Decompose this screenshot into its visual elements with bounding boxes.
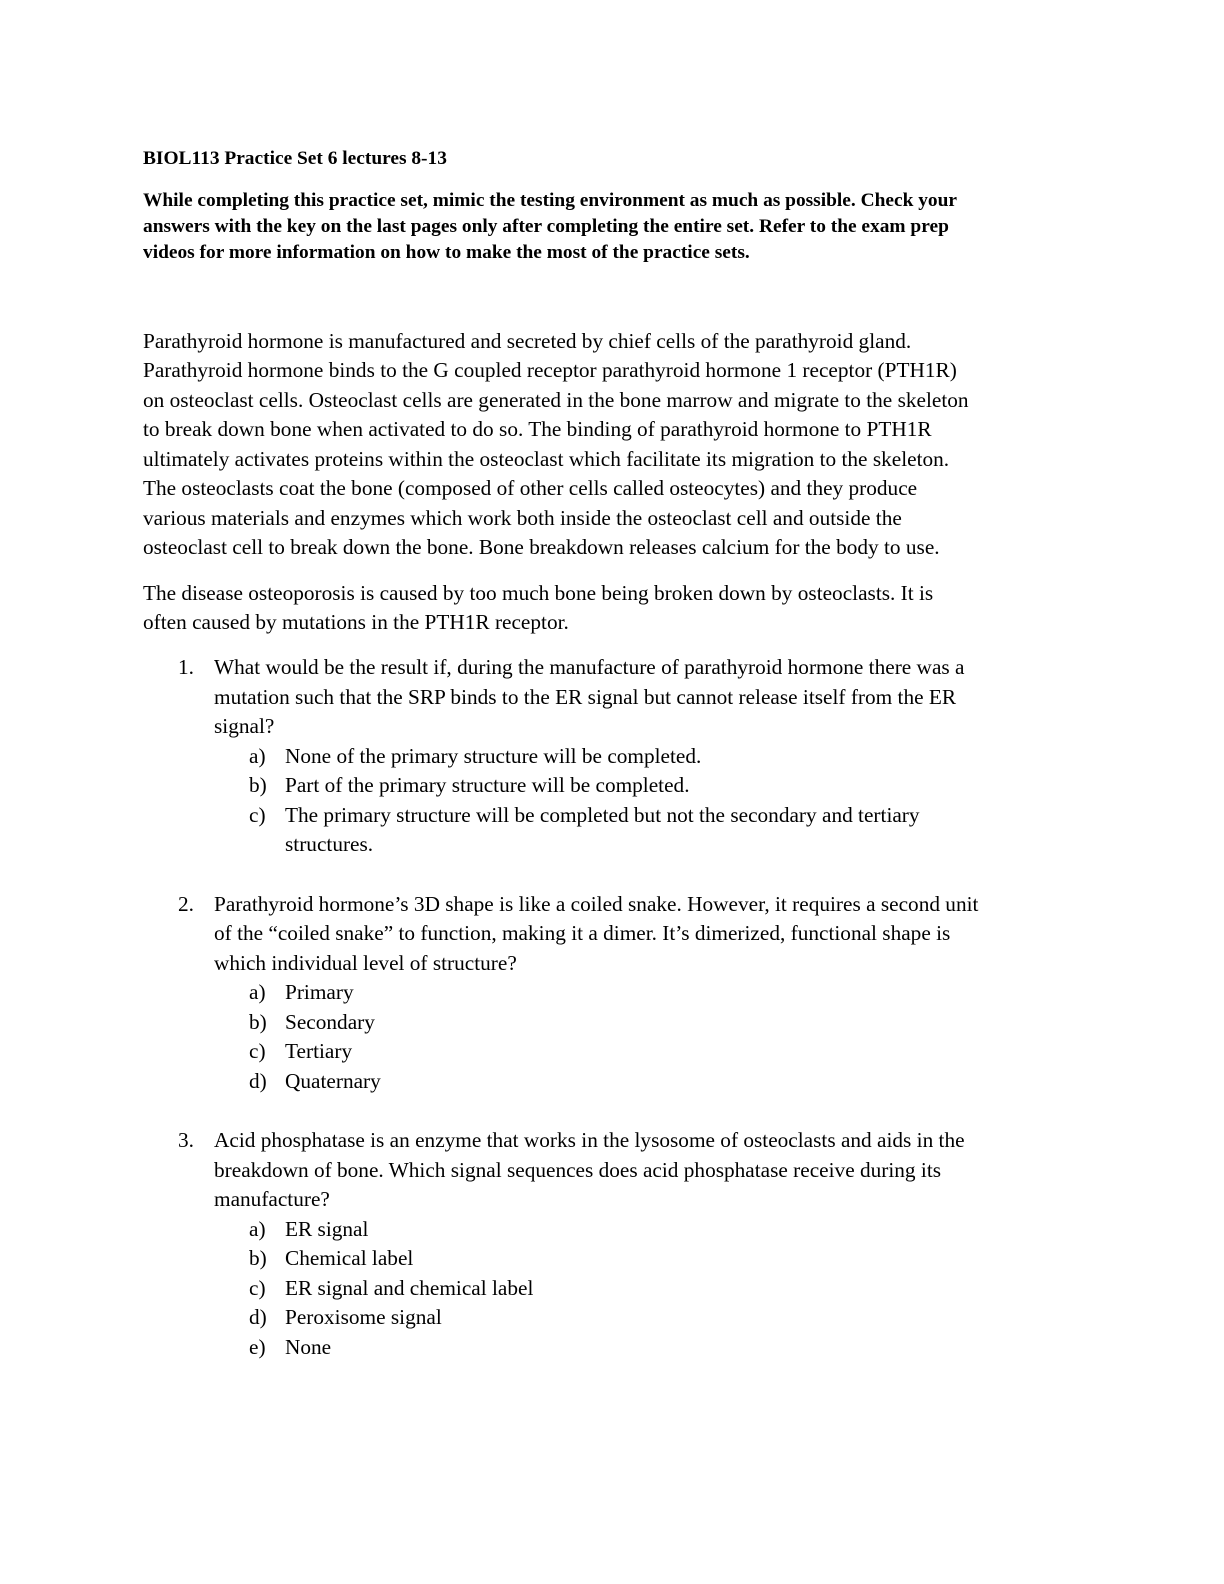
question-text-line: of the “coiled snake” to function, making it a dimer. It’s dimerized, functional shape is (214, 921, 951, 945)
paragraph1-line: to break down bone when activated to do so. The binding of parathyroid hormone to PTH1R (143, 417, 932, 441)
option-label: c) (249, 1039, 266, 1063)
paragraph1-line: osteoclast cell to break down the bone. Bone breakdown releases calcium for the body to use. (143, 535, 940, 559)
option-label: d) (249, 1069, 267, 1093)
option-text: None (285, 1335, 332, 1359)
option-label: b) (249, 1010, 267, 1034)
paragraph1-line: The osteoclasts coat the bone (composed of other cells called osteocytes) and they produce (143, 476, 918, 500)
option-text: Peroxisome signal (285, 1305, 442, 1329)
option-label: a) (249, 980, 266, 1004)
option-label: c) (249, 1276, 266, 1300)
option-text: Tertiary (285, 1039, 353, 1063)
option-label: e) (249, 1335, 266, 1359)
document-title: BIOL113 Practice Set 6 lectures 8-13 (143, 148, 447, 169)
paragraph2-line: often caused by mutations in the PTH1R receptor. (143, 610, 569, 634)
option-label: b) (249, 773, 267, 797)
option-label: a) (249, 744, 266, 768)
option-text: Chemical label (285, 1246, 414, 1270)
question-text-line: Parathyroid hormone’s 3D shape is like a coiled snake. However, it requires a second unit (214, 892, 979, 916)
option-text: ER signal (285, 1217, 369, 1241)
paragraph1-line: Parathyroid hormone is manufactured and secreted by chief cells of the parathyroid gland. (143, 329, 912, 353)
instructions-line: answers with the key on the last pages only after completing the entire set. Refer to the exam prep (143, 216, 949, 237)
question-number: 2. (178, 892, 194, 916)
paragraph1-line: Parathyroid hormone binds to the G coupled receptor parathyroid hormone 1 receptor (PTH1R) (143, 358, 957, 382)
question-text-line: which individual level of structure? (214, 951, 517, 975)
paragraph1-line: on osteoclast cells. Osteoclast cells are generated in the bone marrow and migrate to the skeleton (143, 388, 969, 412)
option-text: The primary structure will be completed but not the secondary and tertiary (285, 803, 920, 827)
instructions-line: videos for more information on how to make the most of the practice sets. (143, 242, 750, 263)
option-text: ER signal and chemical label (285, 1276, 534, 1300)
question-text-line: Acid phosphatase is an enzyme that works in the lysosome of osteoclasts and aids in the (214, 1128, 965, 1152)
question-text-line: What would be the result if, during the manufacture of parathyroid hormone there was a (214, 655, 965, 679)
paragraph1-line: various materials and enzymes which work both inside the osteoclast cell and outside the (143, 506, 902, 530)
question-text-line: breakdown of bone. Which signal sequences does acid phosphatase receive during its (214, 1158, 942, 1182)
question-text-line: signal? (214, 714, 275, 738)
option-label: c) (249, 803, 266, 827)
option-label: d) (249, 1305, 267, 1329)
option-text: Quaternary (285, 1069, 381, 1093)
paragraph1-line: ultimately activates proteins within the osteoclast which facilitate its migration to the skeleton. (143, 447, 950, 471)
paragraph2-line: The disease osteoporosis is caused by too much bone being broken down by osteoclasts. It is (143, 581, 934, 605)
option-text: structures. (285, 832, 374, 856)
question-text-line: mutation such that the SRP binds to the ER signal but cannot release itself from the ER (214, 685, 957, 709)
option-label: a) (249, 1217, 266, 1241)
option-label: b) (249, 1246, 267, 1270)
option-text: Secondary (285, 1010, 375, 1034)
option-text: Part of the primary structure will be completed. (285, 773, 690, 797)
question-number: 1. (178, 655, 194, 679)
instructions-line: While completing this practice set, mimic the testing environment as much as possible. Check your (143, 190, 957, 211)
question-text-line: manufacture? (214, 1187, 330, 1211)
option-text: Primary (285, 980, 354, 1004)
option-text: None of the primary structure will be completed. (285, 744, 702, 768)
question-number: 3. (178, 1128, 194, 1152)
